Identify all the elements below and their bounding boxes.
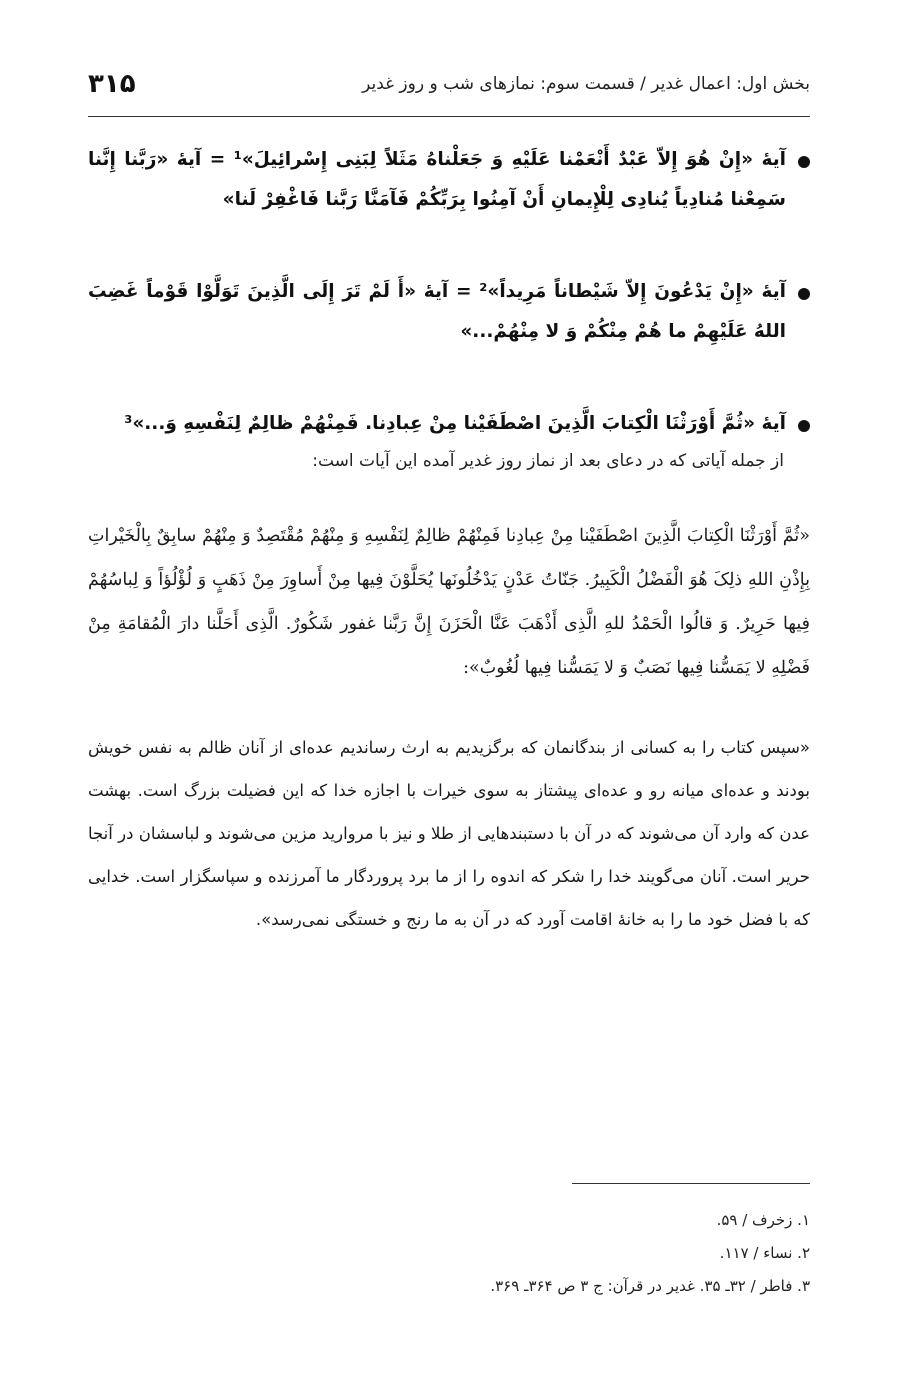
bullet-icon bbox=[798, 288, 810, 300]
persian-translation: «سپس کتاب را به کسانی از بندگانمان که برگزیدیم به ارث رساندیم عده‌ای از آنان ظالم به نفس خویش بودند و عده‌ای میانه رو و عده‌ای پیشتاز به سوی خیرات با اجازه خدا که این فضیلت بزرگ است. بهشت عدن که وارد آن می‌شوند که در آن با دستبندهایی از طلا و نیز با مروارید مزین می‌شوند و لباسشان در آنجا حریر است. آنان می‌گویند خدا را شکر که اندوه را از ما برد پروردگار ما آمرزنده و سپاسگزار است. خدایی که با فضل خود ما را به خانهٔ اقامت آورد که در آن به ما رنج و خستگی نمی‌رسد». bbox=[88, 738, 810, 929]
page-body bbox=[88, 140, 810, 941]
page-number: ۳۱۵ bbox=[88, 69, 136, 99]
bullet-icon bbox=[798, 420, 810, 432]
footnote-3: ۳. فاطر / ۳۲ـ ۳۵. غدیر در قرآن: ج ۳ ص ۳۶۴ـ ۳۶۹. bbox=[490, 1277, 810, 1295]
footnote-1: ۱. زخرف / ۵۹. bbox=[716, 1211, 810, 1229]
arabic-quotation: «ثُمَّ أَوْرَثْنَا الْکِتابَ الَّذِینَ اصْطَفَیْنا مِنْ عِبادِنا فَمِنْهُمْ ظالِمٌ لِنَفْسِهِ وَ مِنْهُمْ مُقْتَصِدٌ وَ مِنْهُمْ سابِقٌ بِالْخَیْراتِ بِإِذْنِ اللهِ ذلِکَ هُوَ الْفَضْلُ الْکَبِیرُ. جَنّاتُ عَدْنٍ یَدْخُلُونَها یُحَلَّوْنَ فِیها مِنْ أَساوِرَ مِنْ ذَهَبٍ وَ لُؤْلُؤاً وَ لِباسُهُمْ فِیها حَرِیرٌ. وَ قالُوا الْحَمْدُ للهِ الَّذِی أَذْهَبَ عَنَّا الْحَزَنَ إِنَّ رَبَّنا غفور شَکُورٌ. الَّذِی أَحَلَّنا دارَ الْمُقامَةِ مِنْ فَضْلِهِ لا یَمَسُّنا فِیها نَصَبٌ وَ لا یَمَسُّنا فِیها لُغُوبٌ»: bbox=[88, 526, 810, 678]
footnotes bbox=[88, 1204, 810, 1303]
footnote-divider bbox=[572, 1183, 810, 1184]
page-header bbox=[88, 70, 810, 114]
verse-pair-2 bbox=[88, 272, 810, 352]
verse-pair-1-text: آیهٔ «إِنْ هُوَ إِلاّ عَبْدٌ أَنْعَمْنا عَلَیْهِ وَ جَعَلْناهُ مَثَلاً لِبَنِی إِسْرائِیلَ»¹ = آیهٔ «رَبَّنا إِنَّنا سَمِعْنا مُنادِیاً یُنادِی لِلْإِیمانِ أَنْ آمِنُوا بِرَبِّکُمْ فَآمَنَّا رَبَّنا فَاغْفِرْ لَنا» bbox=[88, 149, 786, 210]
verse-pair-1 bbox=[88, 140, 810, 220]
bullet-icon bbox=[798, 156, 810, 168]
header-divider bbox=[88, 116, 810, 117]
verse-3 bbox=[88, 404, 810, 444]
verse-3-text: آیهٔ «ثُمَّ أَوْرَثْنَا الْکِتابَ الَّذِینَ اصْطَفَیْنا مِنْ عِبادِنا. فَمِنْهُمْ ظالِمٌ لِنَفْسِهِ وَ...»³ bbox=[124, 413, 786, 434]
intro-sentence: از جمله آیاتی که در دعای بعد از نماز روز غدیر آمده این آیات است: bbox=[312, 451, 784, 471]
footnote-2: ۲. نساء / ۱۱۷. bbox=[719, 1244, 810, 1262]
running-title: بخش اول: اعمال غدیر / قسمت سوم: نمازهای شب و روز غدیر bbox=[362, 74, 810, 94]
verse-pair-2-text: آیهٔ «إِنْ یَدْعُونَ إِلاّ شَیْطاناً مَرِیداً»² = آیهٔ «أَ لَمْ تَرَ إِلَی الَّذِینَ تَوَلَّوْا قَوْماً غَضِبَ اللهُ عَلَیْهِمْ ما هُمْ مِنْکُمْ وَ لا مِنْهُمْ...» bbox=[88, 281, 786, 342]
